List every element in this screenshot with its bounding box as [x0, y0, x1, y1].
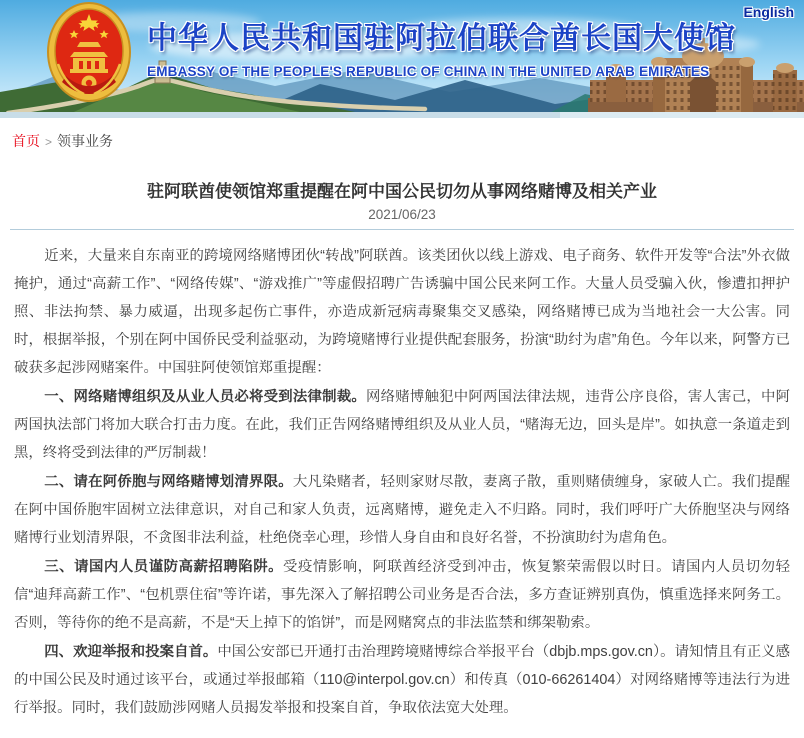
article-paragraph — [14, 468, 790, 552]
paragraph-text: 大凡染赌者，轻则家财尽散，妻离子散，重则赌债缠身，家破人亡。我们提醒在阿中国侨胞牢固树立法律意识，对自己和家人负责，远离赌博，避免走入不归路。同时，我们呼吁广大侨胞坚决与网络赌博行业划清界限，不贪图非法利益，杜绝侥幸心理，珍惜人身自由和良好名誉，不扮演助纣为虐角色。 — [14, 474, 790, 546]
breadcrumb-current-section: 领事业务 — [57, 133, 114, 149]
title-divider — [10, 229, 794, 230]
breadcrumb — [0, 118, 804, 151]
embassy-title-chinese: 中华人民共和国驻阿拉伯联合酋长国大使馆 — [147, 22, 736, 55]
breadcrumb-separator-icon: > — [45, 135, 53, 149]
paragraph-text: 网络赌博触犯中阿两国法律法规，违背公序良俗，害人害己，中阿两国执法部门将加大联合打击力度。在此，我们正告网络赌博组织及从业人员，“赌海无边，回头是岸”。如执意一条道走到黑，终将受到法律的严厉制裁！ — [14, 389, 790, 461]
national-emblem-icon — [46, 2, 132, 106]
article-paragraph — [14, 383, 790, 467]
paragraph-text: 近来，大量来自东南亚的跨境网络赌博团伙“转战”阿联酋。该类团伙以线上游戏、电子商务、软件开发等“合法”外衣做掩护，通过“高薪工作”、“网络传媒”、“游戏推广”等虚假招聘广告诱骗中国公民来阿工作。大量人员受骗入伙，惨遭扣押护照、非法拘禁、暴力威逼，出现多起伤亡事件，亦造成新冠病毒聚集交叉感染，网络赌博已成为当地社会一大公害。同时，根据举报，个别在阿中国侨民受利益驱动，为跨境赌博行业提供配套服务，扮演“助纣为虐”角色。今年以来，阿警方已破获多起涉网赌案件。中国驻阿使领馆郑重提醒： — [14, 248, 790, 376]
paragraph-lead: 二、请在阿侨胞与网络赌博划清界限。 — [44, 474, 293, 490]
article — [0, 182, 804, 722]
banner-titles — [147, 13, 736, 79]
article-paragraph — [14, 242, 790, 382]
english-language-link[interactable]: English — [743, 4, 794, 20]
paragraph-text: 中国公安部已开通打击治理跨境赌博综合举报平台（dbjb.mps.gov.cn）。请知情且有正义感的中国公民及时通过该平台，或通过举报邮箱（110@interpol.gov.cn）和传真（010-66261404）对网络赌博等违法行为进行举报。同时，我们鼓励涉网赌人员揭发举报和投案自首，争取依法宽大处理。 — [14, 644, 790, 716]
embassy-title-english: EMBASSY OF THE PEOPLE'S REPUBLIC OF CHINA IN THE UNITED ARAB EMIRATES — [147, 64, 710, 79]
paragraph-lead: 四、欢迎举报和投案自首。 — [44, 644, 218, 660]
paragraph-lead: 一、网络赌博组织及从业人员必将受到法律制裁。 — [44, 389, 367, 405]
paragraph-lead: 三、请国内人员谨防高薪招聘陷阱。 — [44, 559, 284, 575]
article-paragraph — [14, 553, 790, 637]
paragraph-text: 受疫情影响，阿联酋经济受到冲击，恢复繁荣需假以时日。请国内人员切勿轻信“迪拜高薪工作”、“包机票住宿”等许诺，事先深入了解招聘公司业务是否合法，多方查证辨别真伪，慎重选择来阿务工。否则，等待你的绝不是高薪，不是“天上掉下的馅饼”，而是网赌窝点的非法监禁和绑架勒索。 — [14, 559, 790, 631]
article-date: 2021/06/23 — [368, 207, 436, 222]
breadcrumb-home-link[interactable]: 首页 — [12, 133, 40, 149]
article-title: 驻阿联酋使领馆郑重提醒在阿中国公民切勿从事网络赌博及相关产业 — [147, 182, 657, 201]
header-banner — [0, 0, 804, 118]
article-body — [14, 242, 790, 722]
article-paragraph — [14, 638, 790, 722]
